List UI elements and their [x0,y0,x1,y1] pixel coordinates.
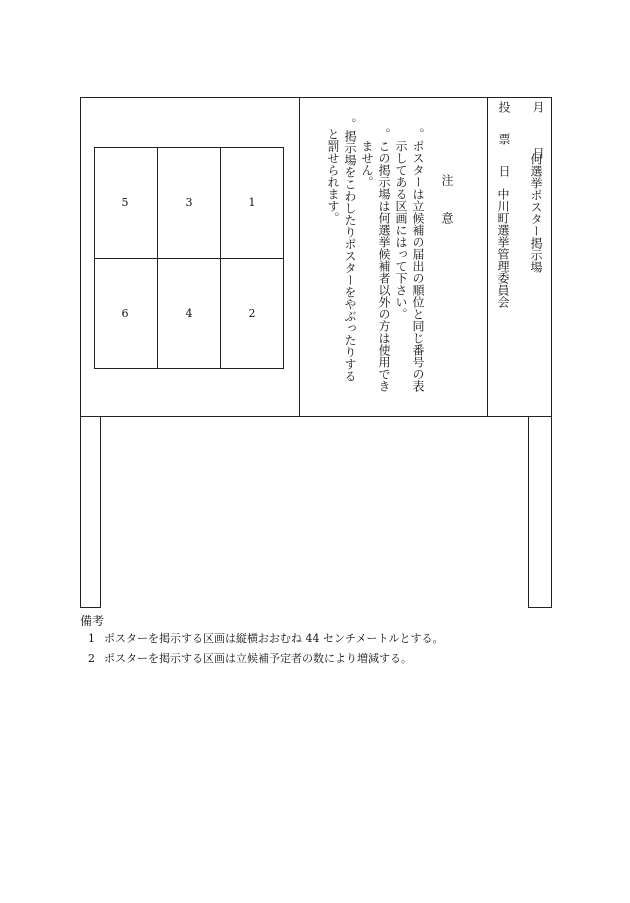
grid-cell-number: 3 [185,196,193,209]
remark-text: ポスターを掲示する区画は立候補予定者の数により増減する。 [104,652,412,665]
notice-line: ません。 [360,140,374,188]
grid-cell-number: 5 [121,196,129,209]
notice-line: と罰せられます。 [326,128,340,224]
remark-number: 2 [88,652,95,665]
remark-item [88,630,444,646]
notice-line: 示してある区画にはって下さい。 [394,140,408,320]
notice-line: 。掲示場をこわしたりポスターをやぶったりする [343,118,357,382]
grid-cell-number: 4 [185,307,193,320]
board-title: 何選挙ポスター掲示場 [529,153,543,273]
remark-text: ポスターを掲示する区画は縦横おおむね 44 センチメートルとする。 [104,632,444,645]
remark-number: 1 [88,632,95,645]
grid-cell-number: 2 [248,307,256,320]
remarks-heading: 備考 [80,614,105,628]
notice-line: 。ポスターは立候補の届出の順位と同じ番号の表 [411,128,425,392]
notice-line: 。この掲示場は何選挙候補者以外の方は使用でき [377,128,391,392]
grid-row-line [94,258,284,259]
notice-heading: 注 意 [440,174,454,230]
month-day-label: 月 日 [531,101,545,169]
grid-cell-number: 1 [248,196,256,209]
left-leg [80,417,101,608]
vote-day-label: 投 票 日 [497,101,511,180]
divider-left [299,97,300,417]
grid-cell-number: 6 [121,307,129,320]
divider-right [487,97,488,417]
right-leg [528,417,552,608]
remark-item [88,650,412,666]
committee-name: 中川町選挙管理委員会 [496,188,510,308]
